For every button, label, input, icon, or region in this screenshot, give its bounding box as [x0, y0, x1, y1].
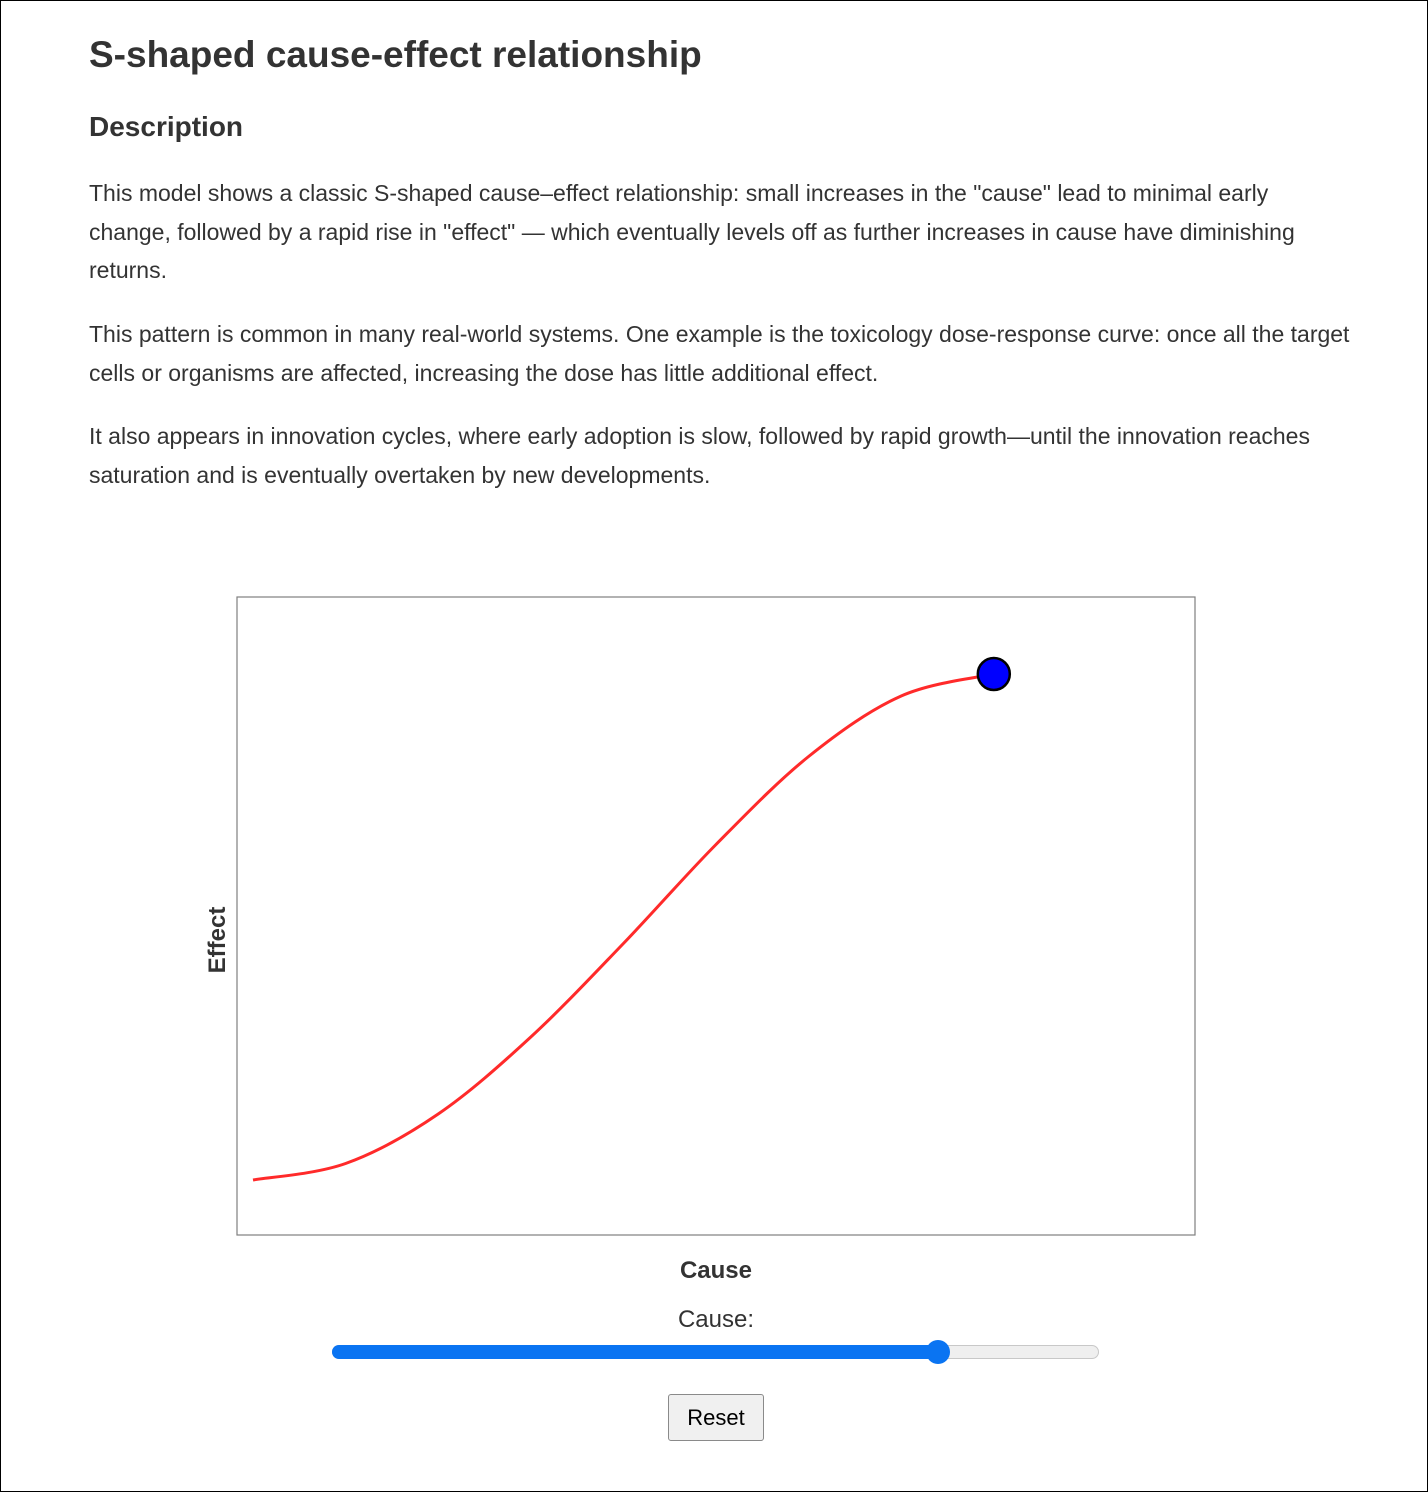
- plot-area: [237, 597, 1195, 1235]
- section-heading: Description: [89, 111, 244, 142]
- y-axis-label: Effect: [204, 906, 231, 974]
- cause-effect-chart: [1, 1, 1427, 1301]
- page-title: S-shaped cause-effect relationship: [89, 34, 702, 75]
- cause-slider-fill[interactable]: [332, 1345, 938, 1359]
- cause-point-marker[interactable]: [978, 658, 1010, 690]
- cause-slider-thumb[interactable]: [926, 1340, 950, 1364]
- cause-slider-label: Cause:: [677, 1306, 755, 1333]
- x-axis-label: Cause: [679, 1257, 753, 1284]
- reset-button[interactable]: Reset: [668, 1394, 764, 1441]
- description-paragraph: This model shows a classic S-shaped cause–effect relationship: small increases in the "cause" lead to minimal early change, followed by a rapid rise in "effect" — which eventually levels off as further increases in cause have diminishing returns.: [89, 180, 1295, 283]
- description-paragraph: This pattern is common in many real-world systems. One example is the toxicology dose-response curve: once all the target cells or organisms are affected, increasing the dose has little additional effect.: [89, 321, 1350, 386]
- description-paragraph: It also appears in innovation cycles, where early adoption is slow, followed by rapid growth—until the innovation reaches saturation and is eventually overtaken by new developments.: [89, 423, 1310, 488]
